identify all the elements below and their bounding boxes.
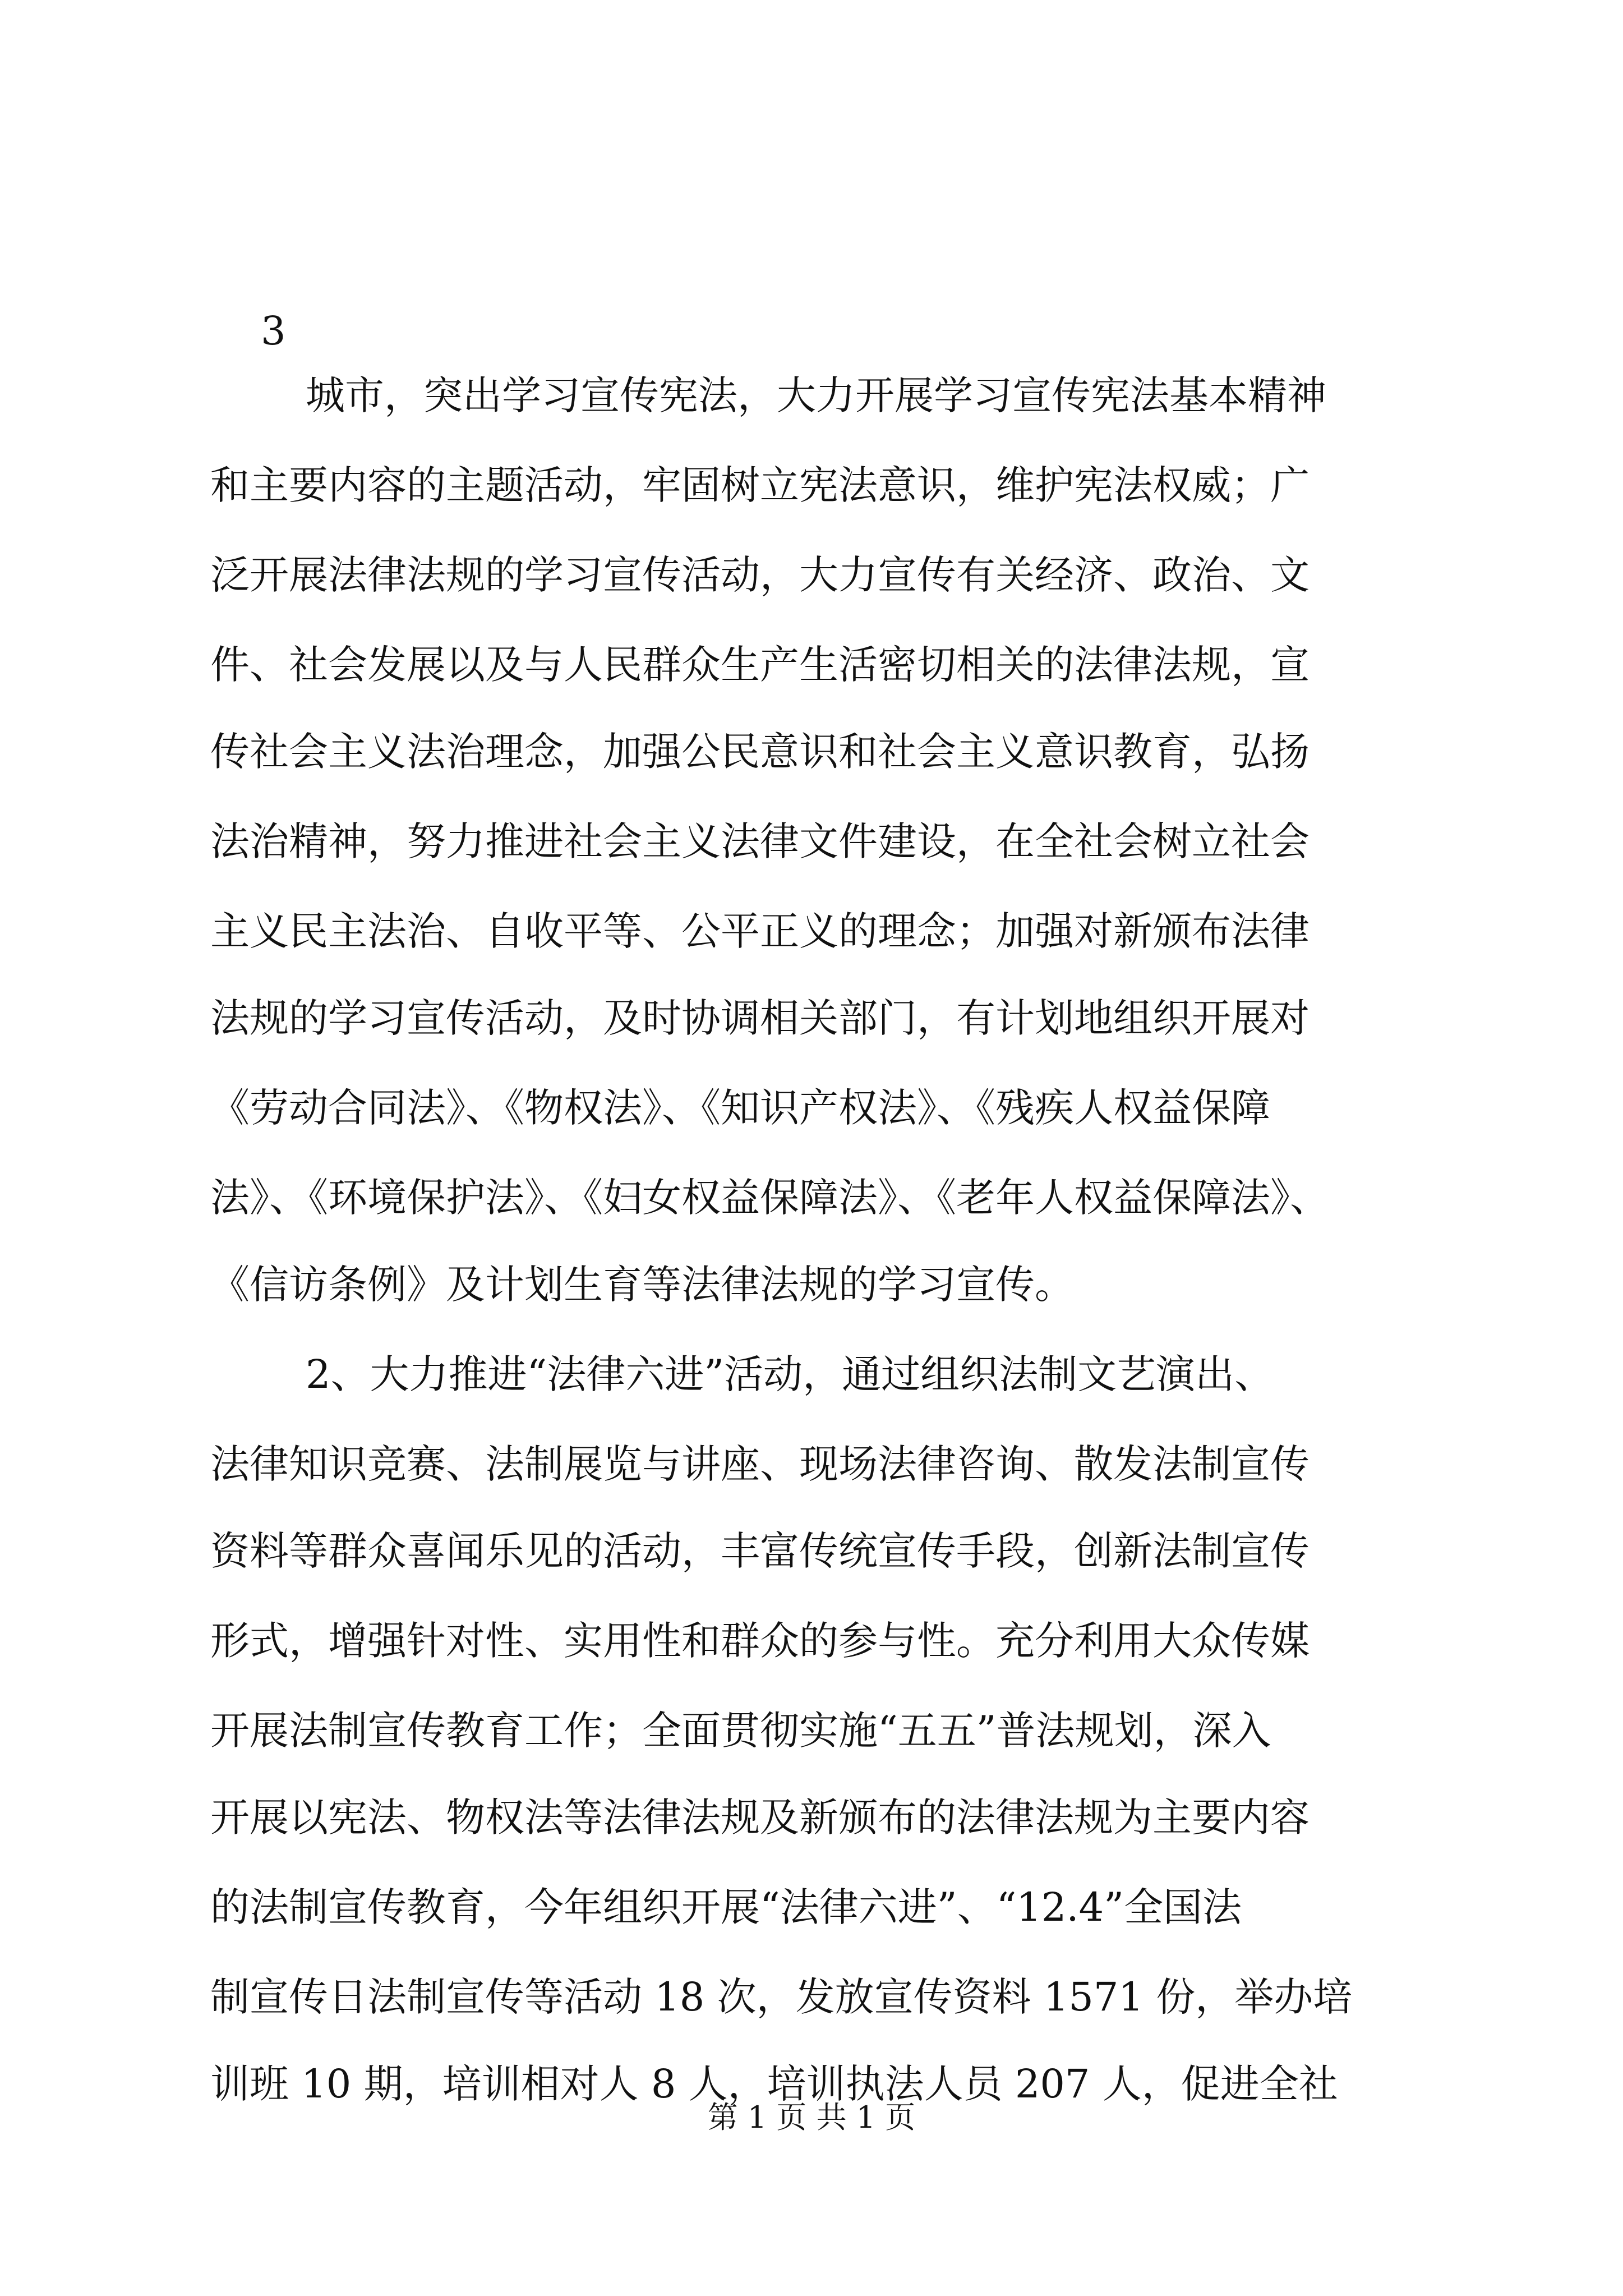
body-line-19: 制宣传日法制宣传等活动 18 次，发放宣传资料 1571 份，举办培 (210, 1974, 1353, 2020)
page-number: 3 (261, 308, 286, 354)
body-line-16: 开展法制宣传教育工作；全面贯彻实施“五五”普法规划，深入 (210, 1708, 1271, 1754)
body-line-6: 法治精神，努力推进社会主义法律文件建设，在全社会树立社会 (210, 818, 1310, 864)
body-line-13: 法律知识竞赛、法制展览与讲座、现场法律咨询、散发法制宣传 (210, 1441, 1310, 1487)
body-line-20: 训班 10 期，培训相对人 8 人，培训执法人员 207 人，促进全社 (210, 2061, 1338, 2107)
body-line-9: 《劳动合同法》、《物权法》、《知识产权法》、《残疾人权益保障 (210, 1085, 1270, 1131)
body-line-2: 和主要内容的主题活动，牢固树立宪法意识，维护宪法权威；广 (210, 462, 1310, 508)
body-line-11: 《信访条例》及计划生育等法律法规的学习宣传。 (210, 1262, 1074, 1308)
body-line-8: 法规的学习宣传活动，及时协调相关部门，有计划地组织开展对 (210, 995, 1310, 1041)
body-line-12: 2、大力推进“法律六进”活动，通过组织法制文艺演出、 (306, 1351, 1274, 1397)
body-line-5: 传社会主义法治理念，加强公民意识和社会主义意识教育，弘扬 (210, 729, 1310, 775)
body-line-10: 法》、《环境保护法》、《妇女权益保障法》、《老年人权益保障法》、 (210, 1175, 1329, 1221)
body-line-3: 泛开展法律法规的学习宣传活动，大力宣传有关经济、政治、文 (210, 552, 1310, 598)
body-line-4: 件、社会发展以及与人民群众生产生活密切相关的法律法规，宣 (210, 642, 1310, 688)
body-line-15: 形式，增强针对性、实用性和群众的参与性。充分利用大众传媒 (210, 1618, 1310, 1664)
body-line-14: 资料等群众喜闻乐见的活动，丰富传统宣传手段，创新法制宣传 (210, 1528, 1310, 1574)
body-line-1: 城市，突出学习宣传宪法，大力开展学习宣传宪法基本精神 (306, 372, 1326, 418)
body-line-18: 的法制宣传教育，今年组织开展“法律六进”、“12.4”全国法 (210, 1884, 1242, 1930)
body-line-7: 主义民主法治、自收平等、公平正义的理念；加强对新颁布法律 (210, 908, 1310, 954)
body-line-17: 开展以宪法、物权法等法律法规及新颁布的法律法规为主要内容 (210, 1795, 1310, 1841)
page-footer: 第 1 页 共 1 页 (707, 2100, 916, 2135)
